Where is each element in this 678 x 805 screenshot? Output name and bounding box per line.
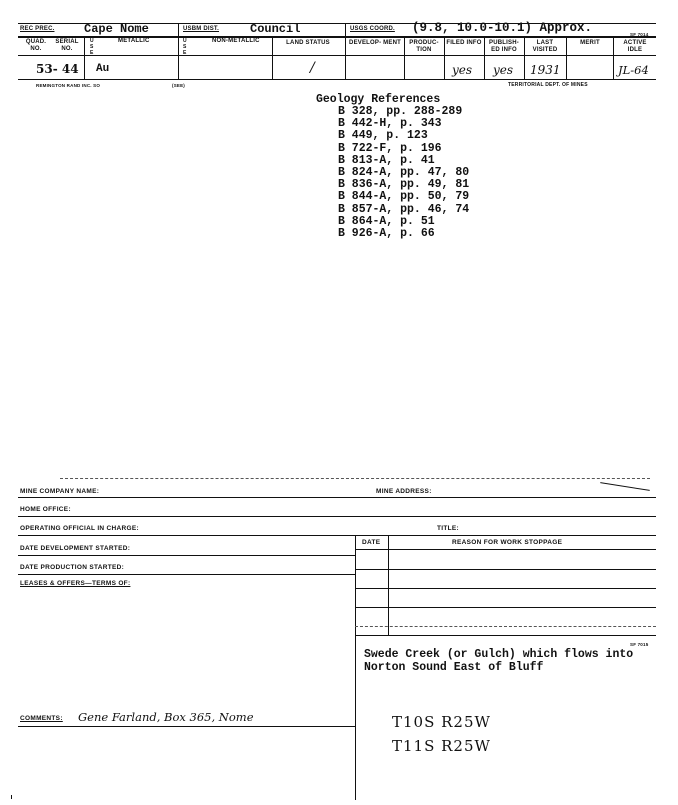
stoppage-row-rule bbox=[355, 607, 656, 608]
published-info-value: yes bbox=[493, 63, 514, 77]
land-status-value: / bbox=[310, 60, 315, 76]
stoppage-row-rule bbox=[355, 626, 656, 627]
imprint-code: (SEE) bbox=[172, 83, 186, 88]
header-bottom-rule bbox=[18, 36, 656, 38]
stoppage-header-rule bbox=[355, 549, 656, 550]
geology-ref: B 926-A, p. 66 bbox=[338, 227, 435, 241]
date-column-divider bbox=[388, 535, 389, 635]
rec-prec-value: Cape Nome bbox=[84, 22, 149, 36]
col-land-status: LAND STATUS bbox=[286, 40, 330, 46]
dev-started-rule bbox=[18, 555, 355, 556]
reason-column-header: REASON FOR WORK STOPPAGE bbox=[452, 539, 563, 546]
edge-mark bbox=[11, 795, 12, 799]
township-range-1: T10S R25W bbox=[392, 713, 491, 731]
form-code: SF 7014 bbox=[630, 32, 649, 37]
pen-stroke-mark bbox=[600, 482, 650, 491]
divider-active bbox=[613, 36, 614, 79]
operating-official-label: OPERATING OFFICIAL IN CHARGE: bbox=[20, 525, 139, 532]
mine-company-rule bbox=[18, 497, 656, 498]
comments-rule bbox=[18, 726, 355, 727]
divider-last bbox=[524, 36, 525, 79]
prod-started-rule bbox=[18, 574, 355, 575]
col-published-info: PUBLISH- ED INFO bbox=[489, 40, 519, 53]
divider-publish bbox=[484, 36, 485, 79]
filed-info-value: yes bbox=[452, 63, 473, 77]
geology-ref: B 449, p. 123 bbox=[338, 129, 428, 143]
divider-develop bbox=[345, 36, 346, 79]
col-last-visited: LAST VISITED bbox=[532, 40, 558, 53]
geology-ref: B 844-A, pp. 50, 79 bbox=[338, 190, 470, 204]
row-bottom-rule bbox=[18, 79, 656, 80]
usgs-coord-value: (9.8, 10.0-10.1) Approx. bbox=[412, 21, 593, 35]
col-merit: MERIT bbox=[580, 40, 600, 46]
col-development: DEVELOP- MENT bbox=[349, 40, 401, 46]
usgs-coord-label: USGS COORD. bbox=[350, 26, 395, 32]
geology-ref: B 836-A, pp. 49, 81 bbox=[338, 178, 470, 192]
geology-ref: B 824-A, pp. 47, 80 bbox=[338, 166, 470, 180]
mine-address-label: MINE ADDRESS: bbox=[376, 488, 432, 495]
usbm-dist-value: Council bbox=[250, 22, 301, 36]
stoppage-row-rule bbox=[355, 569, 656, 570]
comments-label: COMMENTS: bbox=[20, 715, 63, 722]
geology-reference-list bbox=[338, 106, 469, 240]
geology-ref: B 328, pp. 288-289 bbox=[338, 105, 463, 118]
date-development-started-label: DATE DEVELOPMENT STARTED: bbox=[20, 545, 131, 552]
col-production: PRODUC- TION bbox=[409, 40, 439, 53]
col-serial-no: SERIAL NO. bbox=[55, 39, 79, 52]
col-use-metallic: U S E bbox=[90, 38, 94, 56]
quad-serial-value: 53- 44 bbox=[36, 62, 79, 76]
lower-center-divider bbox=[355, 535, 356, 800]
geology-ref: B 864-A, p. 51 bbox=[338, 214, 435, 228]
divider-quad bbox=[84, 36, 85, 79]
divider-usbm bbox=[178, 23, 179, 79]
geology-ref: B 857-A, pp. 46, 74 bbox=[338, 202, 470, 216]
leases-offers-label: LEASES & OFFERS—TERMS OF: bbox=[20, 580, 131, 587]
col-use-nonmetallic: U S E bbox=[183, 38, 187, 56]
rec-prec-label: REC PREC. bbox=[20, 26, 55, 32]
geology-ref: B 722-F, p. 196 bbox=[338, 141, 442, 155]
mine-company-name-label: MINE COMPANY NAME: bbox=[20, 488, 100, 495]
geology-ref: B 442-H, p. 343 bbox=[338, 117, 442, 131]
date-production-started-label: DATE PRODUCTION STARTED: bbox=[20, 564, 125, 571]
divider-filed bbox=[444, 36, 445, 79]
divider-land bbox=[272, 36, 273, 79]
divider-produc bbox=[404, 36, 405, 79]
geology-heading: Geology References bbox=[316, 93, 441, 106]
home-office-label: HOME OFFICE: bbox=[20, 506, 71, 513]
divider-usgs bbox=[345, 23, 346, 36]
lower-top-dashed-rule bbox=[60, 478, 650, 479]
col-metallic: METALLIC bbox=[118, 38, 150, 44]
metallic-value: Au bbox=[96, 63, 110, 75]
divider-merit bbox=[566, 36, 567, 79]
col-filed-info: FILED INFO bbox=[446, 40, 482, 46]
home-office-rule bbox=[18, 516, 656, 517]
geology-ref: B 813-A, p. 41 bbox=[338, 153, 435, 167]
active-idle-value: JL-64 bbox=[618, 63, 649, 77]
operating-official-rule bbox=[18, 535, 656, 536]
usbm-dist-label: USBM DIST. bbox=[183, 26, 220, 32]
stoppage-bottom-rule bbox=[355, 635, 656, 636]
township-range-2: T11S R25W bbox=[392, 737, 491, 755]
date-column-header: DATE bbox=[362, 539, 381, 546]
col-non-metallic: NON-METALLIC bbox=[212, 38, 260, 44]
form-code-2: SF 7015 bbox=[630, 642, 649, 647]
title-label: TITLE: bbox=[437, 525, 460, 532]
imprint-right: TERRITORIAL DEPT. OF MINES bbox=[508, 82, 588, 88]
col-active-idle: ACTIVE IDLE bbox=[623, 40, 647, 53]
col-quad-no: QUAD. NO. bbox=[25, 39, 47, 52]
imprint-left: REMINGTON RAND INC. SO bbox=[36, 83, 101, 88]
last-visited-value: 1931 bbox=[530, 63, 561, 77]
stoppage-row-rule bbox=[355, 588, 656, 589]
comments-value: Gene Farland, Box 365, Nome bbox=[78, 710, 254, 724]
location-note: Swede Creek (or Gulch) which flows into Norton Sound East of Bluff bbox=[364, 648, 634, 674]
column-header-rule bbox=[18, 55, 656, 56]
